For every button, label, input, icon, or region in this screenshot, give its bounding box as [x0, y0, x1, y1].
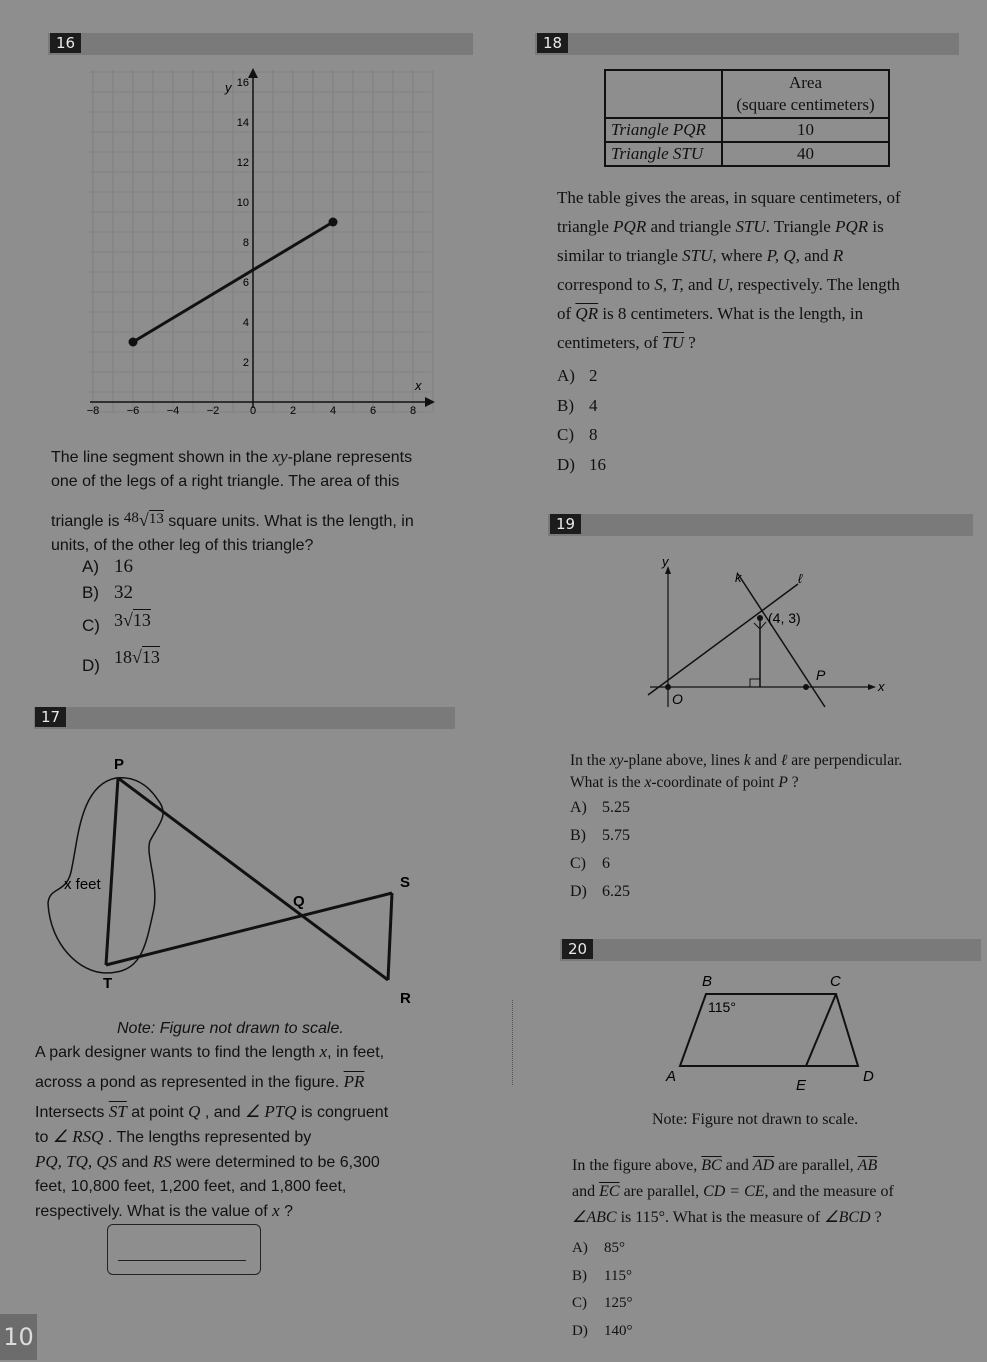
q16-x-tick-label: 0 — [249, 405, 257, 417]
q20-segment-EC — [806, 994, 836, 1066]
q16-x-tick-label: 8 — [409, 405, 417, 417]
q16-y-tick-label: 6 — [242, 277, 249, 289]
page-number: 10 — [0, 1314, 37, 1360]
q17-line-PR — [118, 778, 388, 980]
q17-label-S: S — [400, 874, 411, 891]
q18-table-corner — [605, 70, 722, 118]
q20-label-C: C — [830, 973, 841, 990]
q16-question-text: The line segment shown in the xy-plane represents one of the legs of a right triangle. The area of this triangle is 48√13 square units. What is the length, in units, of the other leg of this triangle? — [51, 447, 414, 554]
q20-question-text: In the figure above, $\overline{BC}$ and $\overline{AD}$ are parallel, $\overline{AB}$ and $\overline{EC}$ are parallel, CD = CE, and the measure of ∠ABC is 115°. What is the measure of ∠BCD ? — [572, 1157, 894, 1226]
q18-option-c[interactable]: C) 8 — [557, 425, 598, 444]
q16-y-tick-label: 16 — [236, 77, 249, 89]
q19-option-a[interactable]: A) 5.25 — [570, 799, 630, 816]
q17-figure — [40, 745, 440, 1015]
q16-x-tick-label: −4 — [166, 405, 180, 417]
q18-row-label: Triangle STU — [605, 142, 722, 166]
column-divider — [512, 1000, 513, 1085]
q18-number: 18 — [537, 33, 568, 53]
q18-area-table — [604, 69, 890, 167]
q16-y-tick-label: 2 — [242, 357, 249, 369]
q16-y-arrow — [248, 68, 258, 78]
q16-option-d[interactable]: D) 18√13 — [82, 647, 160, 675]
q19-right-angle-mark — [750, 679, 760, 687]
q18-header-bar — [535, 33, 959, 55]
q17-number: 17 — [35, 707, 66, 727]
q18-row-value: 40 — [722, 142, 889, 166]
q16-y-label: y — [225, 80, 232, 95]
q19-x-arrow — [868, 684, 876, 690]
q16-x-tick-label: 2 — [289, 405, 297, 417]
q17-line-SR — [388, 893, 392, 980]
q16-segment-endpoint-right — [329, 218, 338, 227]
q17-label-T: T — [103, 975, 113, 992]
q16-x-tick-label: 4 — [329, 405, 337, 417]
q19-origin-dot — [665, 684, 671, 690]
q20-option-b[interactable]: B) 115° — [572, 1268, 632, 1284]
q17-line-PT — [106, 778, 118, 965]
q19-option-c[interactable]: C) 6 — [570, 855, 610, 872]
q16-option-c[interactable]: C) 3√13 — [82, 610, 151, 635]
q16-y-tick-label: 12 — [236, 157, 249, 169]
q18-table-header: Area (square centimeters) — [722, 70, 889, 118]
q19-label-l: ℓ — [798, 571, 803, 586]
q16-x-arrow — [425, 397, 435, 407]
q16-option-a[interactable]: A) 16 — [82, 556, 133, 577]
q16-x-label: x — [415, 378, 422, 393]
q18-row-value: 10 — [722, 118, 889, 142]
q16-segment-endpoint-left — [129, 338, 138, 347]
table-row — [605, 142, 889, 166]
q19-label-y: y — [662, 554, 669, 569]
q20-note: Note: Figure not drawn to scale. — [652, 1111, 859, 1128]
q16-number: 16 — [50, 33, 81, 53]
q17-label-R: R — [400, 990, 411, 1007]
q19-point-4-3 — [757, 615, 763, 621]
q19-figure — [620, 552, 900, 712]
q20-label-A: A — [666, 1068, 677, 1085]
q16-option-b[interactable]: B) 32 — [82, 582, 133, 603]
q17-answer-line — [118, 1260, 246, 1261]
q20-label-E: E — [796, 1077, 807, 1094]
q18-row-label: Triangle PQR — [605, 118, 722, 142]
q20-option-a[interactable]: A) 85° — [572, 1240, 625, 1256]
q18-question-text: The table gives the areas, in square centimeters, of triangle PQR and triangle STU. Triangle PQR is similar to triangle STU, where P, Q, and R correspond to S, T, and U, respectively. The length of $\overline{QR}$ is 8 centimeters. What is the length, in centimeters, of $\overline{TU}$ ? — [557, 188, 901, 352]
q18-option-b[interactable]: B) 4 — [557, 396, 598, 415]
q19-label-k: k — [735, 570, 742, 585]
q16-header-bar — [48, 33, 473, 55]
q16-x-tick-label: −2 — [206, 405, 220, 417]
q19-line-l — [648, 584, 798, 695]
q16-y-tick-label: 10 — [236, 197, 249, 209]
q17-note: Note: Figure not drawn to scale. — [117, 1020, 344, 1037]
q17-answer-box[interactable] — [107, 1224, 261, 1275]
q17-label-Q: Q — [293, 893, 305, 910]
q19-label-P: P — [816, 667, 826, 683]
q19-point-P — [803, 684, 809, 690]
q19-option-d[interactable]: D) 6.25 — [570, 883, 630, 900]
q20-option-d[interactable]: D) 140° — [572, 1323, 633, 1339]
q19-option-b[interactable]: B) 5.75 — [570, 827, 630, 844]
q17-label-x: x feet — [64, 876, 101, 893]
q20-label-D: D — [863, 1068, 874, 1085]
q20-angle-label: 115° — [708, 999, 736, 1015]
q18-option-d[interactable]: D) 16 — [557, 455, 606, 474]
q17-header-bar — [34, 707, 455, 729]
q16-x-tick-label: 6 — [369, 405, 377, 417]
q19-label-point: (4, 3) — [768, 610, 801, 626]
q19-label-x: x — [878, 679, 885, 694]
q20-label-B: B — [702, 973, 713, 990]
q19-header-bar — [548, 514, 973, 536]
q18-option-a[interactable]: A) 2 — [557, 366, 598, 385]
q19-number: 19 — [550, 514, 581, 534]
q17-label-P: P — [114, 756, 125, 773]
q19-question-text: In the xy-plane above, lines k and ℓ are perpendicular. What is the x-coordinate of point P ? — [570, 752, 903, 791]
table-row — [605, 118, 889, 142]
q17-question-text: A park designer wants to find the length x, in feet, across a pond as represented in the figure. $\overline{PR}$ Intersects $\overline{ST}$ at point Q , and ∠ PTQ is congruent to ∠ RSQ . The lengths represented by PQ, TQ, QS and RS were determined to be 6,300 feet, 10,800 feet, 1,200 feet, and 1,800 feet, respectively. What is the value of x ? — [35, 1042, 389, 1220]
q20-header-bar — [560, 939, 981, 961]
q19-label-O: O — [672, 691, 683, 707]
q20-number: 20 — [562, 939, 593, 959]
q20-figure — [660, 968, 890, 1098]
q16-y-tick-label: 14 — [236, 117, 249, 129]
q16-x-tick-label: −8 — [86, 405, 100, 417]
q16-y-tick-label: 4 — [242, 317, 249, 329]
q16-x-tick-label: −6 — [126, 405, 140, 417]
q16-graph — [85, 62, 445, 422]
q20-option-c[interactable]: C) 125° — [572, 1295, 633, 1311]
q16-y-tick-label: 8 — [242, 237, 249, 249]
